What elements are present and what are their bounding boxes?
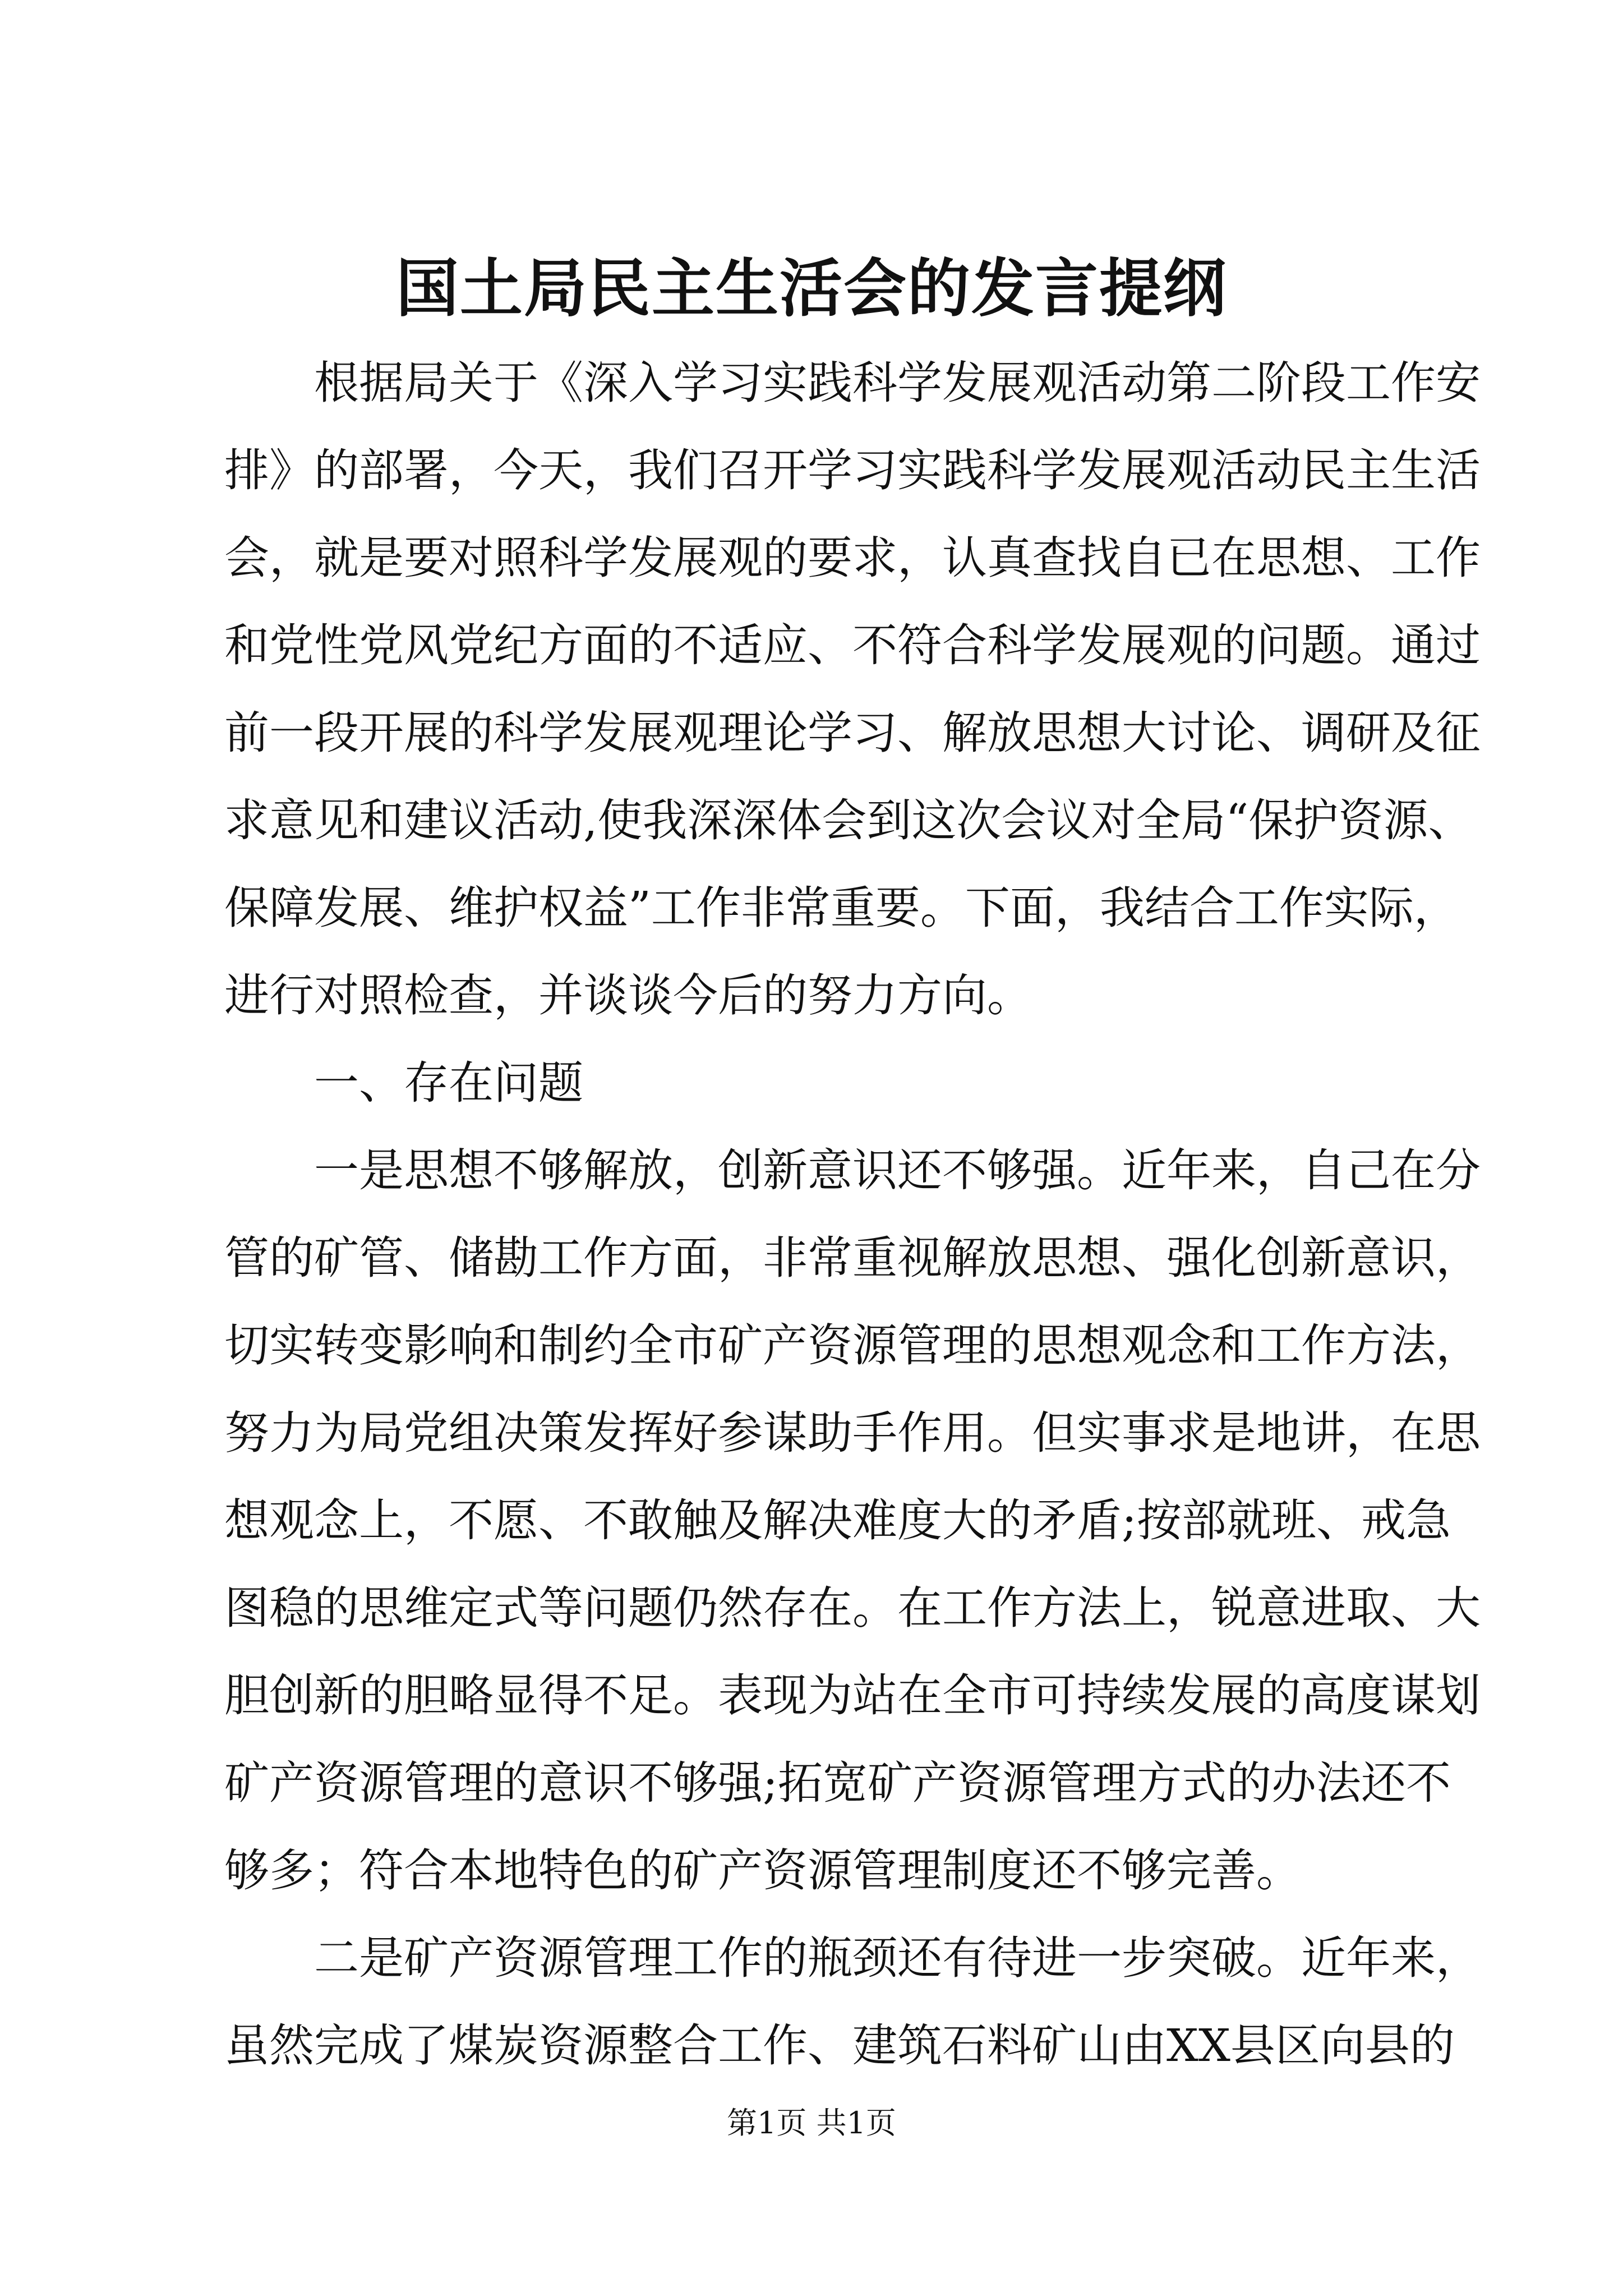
paragraph-line: 一是思想不够解放，创新意识还不够强。近年来，自己在分 — [314, 1144, 1481, 1197]
paragraph-line: 前一段开展的科学发展观理论学习、解放思想大讨论、调研及征 — [224, 707, 1481, 759]
paragraph-line: 图稳的思维定式等问题仍然存在。在工作方法上，锐意进取、大 — [224, 1582, 1481, 1634]
paragraph-line: 会，就是要对照科学发展观的要求，认真查找自已在思想、工作 — [224, 532, 1481, 584]
paragraph-line: 虽然完成了煤炭资源整合工作、建筑石料矿山由XX县区向县的 — [224, 2019, 1455, 2072]
document-body — [224, 339, 1481, 2090]
paragraph-line: 根据局关于《深入学习实践科学发展观活动第二阶段工作安 — [314, 357, 1481, 409]
page-footer: 第1页 共1页 — [727, 2105, 896, 2141]
paragraph-line: 保障发展、维护权益”工作非常重要。下面，我结合工作实际， — [224, 882, 1459, 934]
paragraph-line: 排》的部署，今天，我们召开学习实践科学发展观活动民主生活 — [224, 444, 1481, 496]
paragraph-line: 够多；符合本地特色的矿产资源管理制度还不够完善。 — [224, 1844, 1301, 1897]
paragraph-line: 努力为局党组决策发挥好参谋助手作用。但实事求是地讲，在思 — [224, 1407, 1481, 1459]
paragraph-line: 进行对照检查，并谈谈今后的努力方向。 — [224, 969, 1032, 1022]
paragraph-line: 想观念上，不愿、不敢触及解决难度大的矛盾;按部就班、戒急 — [224, 1494, 1451, 1547]
paragraph-line: 矿产资源管理的意识不够强;拓宽矿产资源管理方式的办法还不 — [224, 1757, 1451, 1809]
paragraph-line: 切实转变影响和制约全市矿产资源管理的思想观念和工作方法， — [224, 1319, 1481, 1372]
paragraph-line: 二是矿产资源管理工作的瓶颈还有待进一步突破。近年来， — [314, 1932, 1481, 1984]
page-title: 国土局民主生活会的发言提纲 — [396, 252, 1227, 325]
paragraph-line: 和党性党风党纪方面的不适应、不符合科学发展观的问题。通过 — [224, 619, 1481, 671]
paragraph-line: 管的矿管、储勘工作方面，非常重视解放思想、强化创新意识， — [224, 1232, 1481, 1284]
paragraph-line: 求意见和建议活动,使我深深体会到这次会议对全局“保护资源、 — [224, 794, 1473, 846]
paragraph-line: 胆创新的胆略显得不足。表现为站在全市可持续发展的高度谋划 — [224, 1669, 1481, 1722]
section-heading: 一、存在问题 — [314, 1057, 583, 1109]
